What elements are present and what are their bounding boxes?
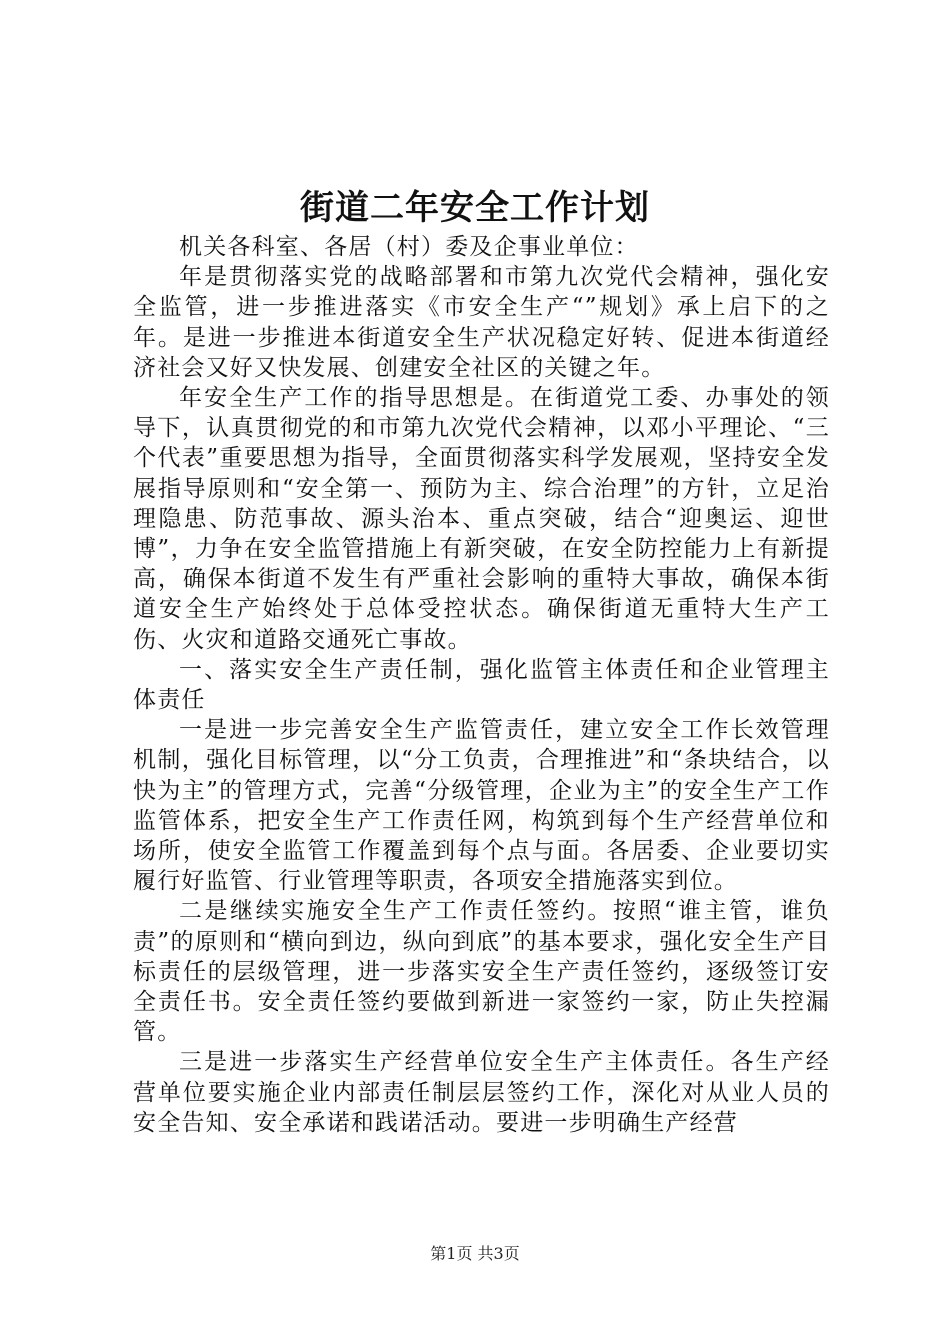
body-paragraph: 年是贯彻落实党的战略部署和市第九次党代会精神，强化安全监管，进一步推进落实《市安全生产“”规划》承上启下的之年。是进一步推进本街道安全生产状况稳定好转、促进本街道经济社会又好又快发展、创建安全社区的关键之年。	[133, 264, 830, 381]
body-paragraph: 三是进一步落实生产经营单位安全生产主体责任。各生产经营单位要实施企业内部责任制层层签约工作，深化对从业人员的安全告知、安全承诺和践诺活动。要进一步明确生产经营	[133, 1049, 830, 1136]
page-footer: 第1页 共3页	[430, 1244, 520, 1263]
section-heading: 一、落实安全生产责任制，强化监管主体责任和企业管理主体责任	[133, 656, 830, 714]
body-paragraph: 一是进一步完善安全生产监管责任，建立安全工作长效管理机制，强化目标管理，以“分工负责，合理推进”和“条块结合，以快为主”的管理方式，完善“分级管理，企业为主”的安全生产工作监管体系，把安全生产工作责任网，构筑到每个生产经营单位和场所，使安全监管工作覆盖到每个点与面。各居委、企业要切实履行好监管、行业管理等职责，各项安全措施落实到位。	[133, 717, 830, 895]
salutation-paragraph: 机关各科室、各居（村）委及企事业单位：	[179, 234, 639, 260]
document-body	[133, 232, 830, 1138]
document-title: 街道二年安全工作计划	[300, 188, 650, 228]
body-paragraph: 二是继续实施安全生产工作责任签约。按照“谁主管，谁负责”的原则和“横向到边，纵向到底”的基本要求，强化安全生产目标责任的层级管理，进一步落实安全生产责任签约，逐级签订安全责任书。安全责任签约要做到新进一家签约一家，防止失控漏管。	[133, 898, 830, 1046]
body-paragraph: 年安全生产工作的指导思想是。在街道党工委、办事处的领导下，认真贯彻党的和市第九次党代会精神，以邓小平理论、“三个代表”重要思想为指导，全面贯彻落实科学发展观，坚持安全发展指导原则和“安全第一、预防为主、综合治理”的方针，立足治理隐患、防范事故、源头治本、重点突破，结合“迎奥运、迎世博”，力争在安全监管措施上有新突破，在安全防控能力上有新提高，确保本街道不发生有严重社会影响的重特大事故，确保本街道安全生产始终处于总体受控状态。确保街道无重特大生产工伤、火灾和道路交通死亡事故。	[133, 385, 830, 653]
